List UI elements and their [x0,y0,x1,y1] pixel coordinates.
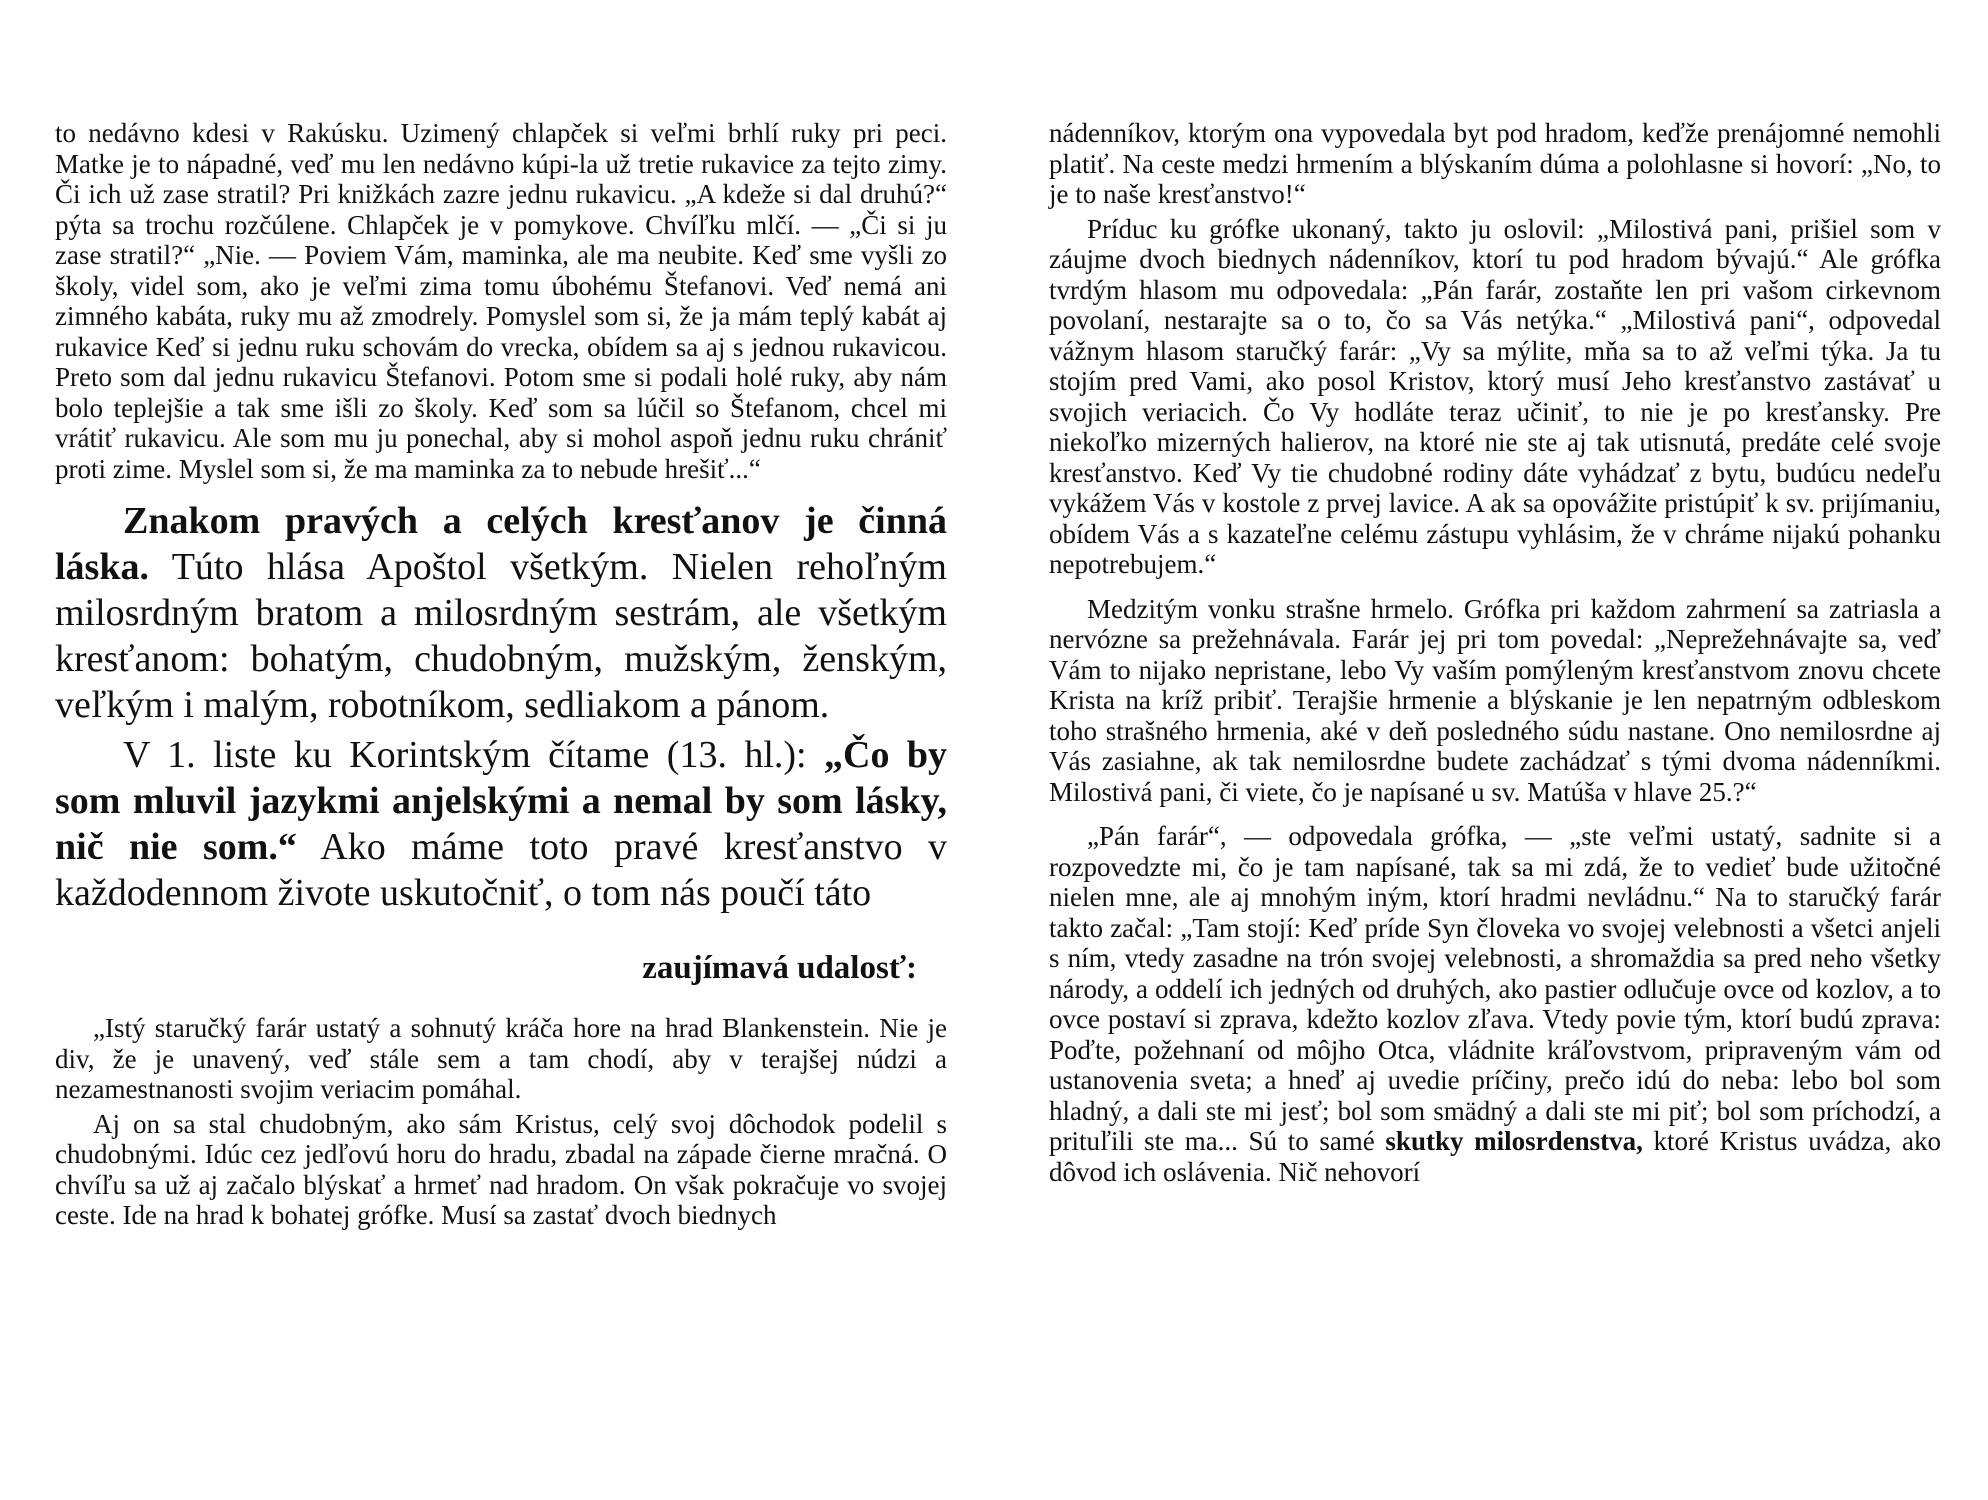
matthew-text: „Pán farár“, — odpovedala grófka, — „ste veľmi ustatý, sadnite si a rozpovedzte mi, čo je tam napísané, tak sa mi zdá, že to vedieť bude užitočné nielen mne, ale aj mnohým iným, ktorí hradmi nevládnu.“ Na to staručký farár takto začal: „Tam stojí: Keď príde Syn človeka vo svojej velebnosti a všetci anjeli s ním, vtedy zasadne na trón svojej velebnosti, a shromaždia sa pred neho všetky národy, a oddelí ich jedných od druhých, ako pastier odlučuje ovce od kozlov, a to ovce postaví si zprava, kdežto kozlov zľava. Vtedy povie tým, ktorí budú zprava: Poďte, požehnaní od môjho Otca, vládnite kráľovstvom, pripraveným vám od ustanovenia sveta; a hneď aj uvedie príčiny, prečo idú do neba: lebo bol som hladný, a dali ste mi jesť; bol som smädný a dali ste mi piť; bol som príchodzí, a prituľili ste ma... Sú to samé [1049,821,1941,1156]
corinthians-rest: Ako máme toto pravé kresťanstvo v každodennom živote uskutočniť, o tom nás poučí táto [55,826,948,914]
paragraph-thunder: Medzitým vonku strašne hrmelo. Grófka pri každom zahrmení sa zatriasla a nervózne sa prežehnávala. Farár jej pri tom povedal: „Neprežehnávajte sa, veď Vám to nijako nepristane, lebo Vy vaším pomýleným kresťanstvom znovu chcete Krista na kríž pribiť. Terajšie hrmenie a blýskanie je len nepatrným odbleskom toho strašného hrmenia, aké v deň posledného súdu nastane. Ono nemilosrdne aj Vás zasiahne, ak tak nemilosrdne budete zachádzať s tými dvoma nádenníkmi. Milostivá pani, či viete, čo je napísané u sv. Matúša v hlave 25.?“ [1049,593,1941,807]
section-heading: zaujímavá udalosť: [642,950,917,986]
paragraph-glove-story: to nedávno kdesi v Rakúsku. Uzimený chlapček si veľmi brhlí ruky pri peci. Matke je to nápadné, veď mu len nedávno kúpi-la už tretie rukavice za tejto zimy. Či ich už zase stratil? Pri knižkách zazre jednu rukavicu. „A kdeže si dal druhú?“ pýta sa trochu rozčúlene. Chlapček je v pomykove. Chvíľku mlčí. — „Či si ju zase stratil?“ „Nie. — Poviem Vám, maminka, ale ma neubite. Keď sme vyšli zo školy, videl som, ako je veľmi zima tomu úbohému Štefanovi. Veď nemá ani zimného kabáta, ruky mu až zmodrely. Pomyslel som si, že ja mám teplý kabát aj rukavice Keď si jednu ruku schovám do vrecka, obídem sa aj s jednou rukavicou. Preto som dal jednu rukavicu Štefanovi. Potom sme si podali holé ruky, aby nám bolo teplejšie a tak sme išli zo školy. Keď som sa lúčil so Štefanom, chcel mi vrátiť rukavicu. Ale som mu ju ponechal, aby si mohol aspoň jednu ruku chrániť proti zime. Myslel som si, že ma maminka za to nebude hrešiť...“ [55,118,947,484]
corinthians-quote: „Čo by som mluvil jazykmi anjelskými a nemal by som lásky, nič nie som.“ [55,734,948,868]
paragraph-corinthians [55,732,947,916]
corinthians-intro: V 1. liste ku Korintským čítame (13. hl.): [123,734,825,776]
love-statement-rest: Túto hlása Apoštol všetkým. Nielen rehoľným milosrdným bratom a milosrdným sestrám, ale všetkým kresťanom: bohatým, chudobným, mužským, ženským, veľkým i malým, robotníkom, sedliakom a pánom. [55,546,947,726]
paragraph-old-priest: „Istý staručký farár ustatý a sohnutý kráča hore na hrad Blankenstein. Nie je div, že je unavený, veď stále sem a tam chodí, aby v terajšej núdzi a nezamestnanosti svojim veriacim pomáhal. [55,1013,947,1104]
paragraph-storm-walk: Aj on sa stal chudobným, ako sám Kristus, celý svoj dôchodok podelil s chudobnými. Idúc cez jedľovú horu do hradu, zbadal na západe čierne mračná. O chvíľu sa už aj začalo blýskať a hrmeť nad hradom. On však pokračuje vo svojej ceste. Ide na hrad k bohatej grófke. Musí sa zastať dvoch biednych [55,1108,947,1230]
paragraph-countess-dialogue: Príduc ku grófke ukonaný, takto ju oslovil: „Milostivá pani, prišiel som v záujme dvoch biednych nádenníkov, ktorí tu pod hradom bývajú.“ Ale grófka tvrdým hlasom mu odpovedala: „Pán farár, zostaňte len pri vašom cirkevnom povolaní, nestarajte sa o to, čo sa Vás netýka.“ „Milostivá pani“, odpovedal vážnym hlasom staručký farár: „Vy sa mýlite, mňa sa to až veľmi týka. Ja tu stojím pred Vami, ako posol Kristov, ktorý musí Jeho kresťanstvo zastávať u svojich veriacich. Čo Vy hodláte teraz učiniť, to nie je po kresťansky. Pre niekoľko mizerných halierov, na ktoré nie ste aj tak utisnutá, predáte celé svoje kresťanstvo. Keď Vy tie chudobné rodiny dáte vyhádzať z bytu, budúcu nedeľu vykážem Vás v kostole z prvej lavice. A ak sa opovážite pristúpiť k sv. prijímaniu, obídem Vás a s kazateľne celému zástupu vyhlásim, že v chráme nijakú pohanku nepotrebujem.“ [1049,213,1941,579]
right-column [1049,118,1941,1187]
paragraph-active-love [55,498,947,728]
works-of-mercy: skutky milosrdenstva, [1385,1126,1643,1156]
matthew-text-end: ktoré Kristus uvádza, ako dôvod ich oslávenia. Nič nehovorí [1049,1126,1941,1187]
left-column [55,118,947,1231]
paragraph-laborers: nádenníkov, ktorým ona vypovedala byt pod hradom, keďže prenájomné nemohli platiť. Na ceste medzi hrmením a blýskaním dúma a polohlasne si hovorí: „No, to je to naše kresťanstvo!“ [1049,118,1941,209]
bold-love-statement: Znakom pravých a celých kresťanov je činná láska. [55,500,947,588]
right-page [994,0,1988,1500]
paragraph-matthew [1049,821,1941,1187]
